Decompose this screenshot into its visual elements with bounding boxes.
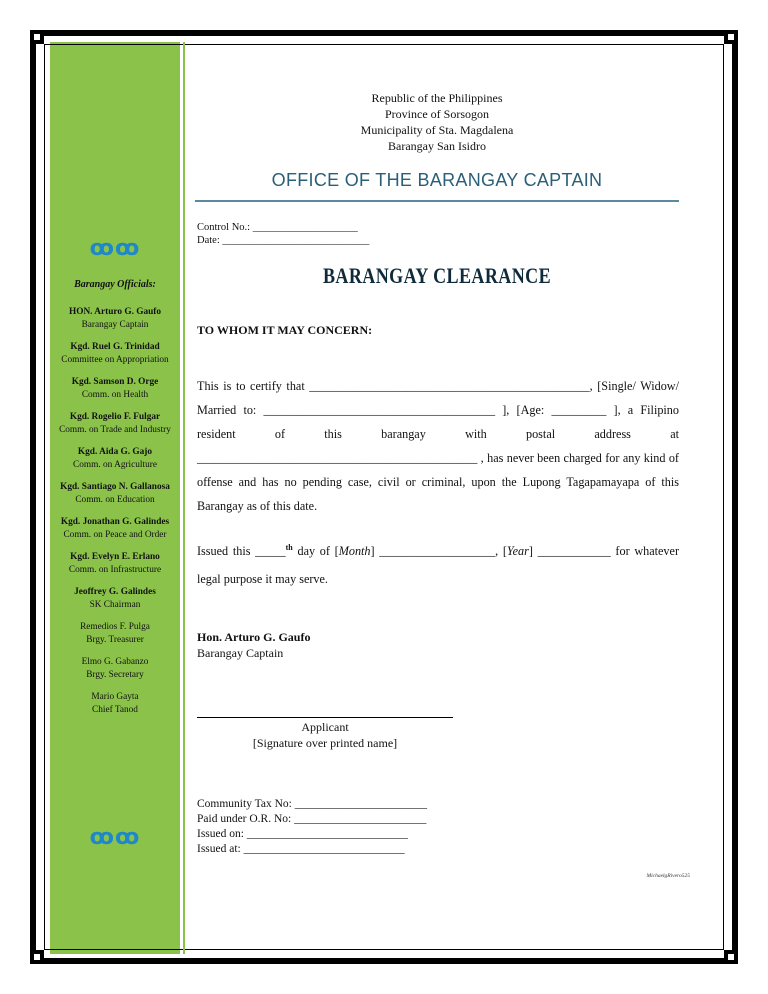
official-name: Kgd. Evelyn E. Erlano	[70, 552, 160, 562]
sidebar-divider	[183, 42, 185, 954]
official-item	[50, 621, 180, 646]
official-item	[50, 376, 180, 401]
header-republic: Republic of the Philippines	[371, 91, 503, 105]
official-role: Comm. on Agriculture	[73, 459, 157, 470]
official-role: SK Chairman	[89, 599, 141, 610]
official-name: Elmo G. Gabanzo	[81, 657, 149, 667]
document-header	[195, 90, 679, 154]
applicant-note: [Signature over printed name]	[252, 736, 398, 750]
official-item	[50, 691, 180, 716]
issued-ordinal: th	[285, 543, 293, 552]
official-name: Kgd. Samson D. Orge	[71, 377, 159, 387]
author-credit: MichaelgRivero525	[646, 873, 690, 879]
corner-ornament-bottom-left	[30, 950, 44, 964]
frame-top-bar	[44, 30, 724, 36]
official-name: Jeoffrey G. Galindes	[74, 587, 156, 597]
official-name: Kgd. Jonathan G. Galindes	[60, 517, 170, 527]
tax-number-field: Community Tax No: _______________________	[197, 798, 427, 810]
officials-list	[50, 306, 180, 726]
officials-heading: Barangay Officials:	[74, 279, 156, 290]
control-block	[197, 221, 369, 247]
office-title: OFFICE OF THE BARANGAY CAPTAIN	[271, 170, 603, 190]
official-role: Brgy. Secretary	[86, 669, 144, 680]
ornament-bottom-icon: ꝏꝏ	[89, 825, 141, 850]
official-item	[50, 306, 180, 331]
corner-ornament-top-right	[724, 30, 738, 44]
official-item	[50, 446, 180, 471]
applicant-signature-line	[197, 717, 453, 718]
captain-signature-block	[197, 629, 310, 661]
official-name: Mario Gayta	[91, 692, 139, 702]
document-title: BARANGAY CLEARANCE	[322, 263, 552, 288]
official-item	[50, 516, 180, 541]
official-role: Comm. on Trade and Industry	[59, 424, 171, 435]
official-item	[50, 341, 180, 366]
issued-on-field: Issued on: ____________________________	[197, 828, 408, 840]
issued-paragraph	[197, 534, 679, 593]
official-item	[50, 656, 180, 681]
official-role: Brgy. Treasurer	[86, 634, 144, 645]
month-placeholder: Month	[338, 544, 371, 559]
frame-bottom-bar	[44, 958, 724, 964]
official-role: Committee on Appropriation	[61, 354, 169, 365]
issued-text-d: ] ____________ for whatever legal purpose it may serve.	[197, 544, 679, 587]
issued-text-b: day of [	[292, 544, 339, 559]
official-role: Comm. on Infrastructure	[68, 564, 162, 575]
official-item	[50, 411, 180, 436]
official-role: Comm. on Peace and Order	[63, 529, 167, 540]
header-province: Province of Sorsogon	[385, 107, 489, 121]
applicant-block	[197, 719, 453, 751]
official-name: Kgd. Ruel G. Trinidad	[70, 342, 160, 352]
issued-text-c: ] ___________________, [	[370, 544, 507, 559]
official-name: Kgd. Santiago N. Gallanosa	[60, 482, 170, 492]
or-number-field: Paid under O.R. No: _______________________	[197, 813, 427, 825]
official-item	[50, 551, 180, 576]
office-divider	[195, 200, 679, 202]
official-name: Remedios F. Pulga	[80, 622, 150, 632]
captain-name: Hon. Arturo G. Gaufo	[197, 630, 311, 644]
official-item	[50, 586, 180, 611]
official-role: Barangay Captain	[81, 319, 149, 330]
applicant-label: Applicant	[301, 720, 349, 734]
captain-title: Barangay Captain	[197, 646, 284, 660]
certification-paragraph: This is to certify that ______________________________________________, [Single/ Widow/ Married to: ______________________________________ ], [Age: _________ ], a Filipino resident of this barangay with postal address at ______________________________________________ , has never been charged for any kind of offense and has no pending case, civil or criminal, upon the Lupong Tagapamayapa of this Barangay as of this date.	[197, 379, 679, 513]
issued-text-a: Issued this _____	[197, 544, 286, 559]
official-name: Kgd. Aida G. Gajo	[77, 447, 153, 457]
date-field: Date: ____________________________	[197, 235, 370, 246]
header-municipality: Municipality of Sta. Magdalena	[360, 123, 514, 137]
salutation: TO WHOM IT MAY CONCERN:	[197, 323, 373, 337]
official-role: Chief Tanod	[92, 704, 138, 715]
official-item	[50, 481, 180, 506]
control-number-field: Control No.: ____________________	[197, 222, 358, 233]
official-name: Kgd. Rogelio F. Fulgar	[69, 412, 161, 422]
corner-ornament-top-left	[30, 30, 44, 44]
official-role: Comm. on Health	[81, 389, 149, 400]
official-role: Comm. on Education	[75, 494, 155, 505]
community-tax-block	[197, 797, 427, 857]
year-placeholder: Year	[506, 544, 529, 559]
ornament-top-icon: ꝏꝏ	[89, 236, 141, 261]
header-barangay: Barangay San Isidro	[388, 139, 486, 153]
corner-ornament-bottom-right	[724, 950, 738, 964]
official-name: HON. Arturo G. Gaufo	[68, 307, 162, 317]
issued-at-field: Issued at: ____________________________	[197, 843, 405, 855]
